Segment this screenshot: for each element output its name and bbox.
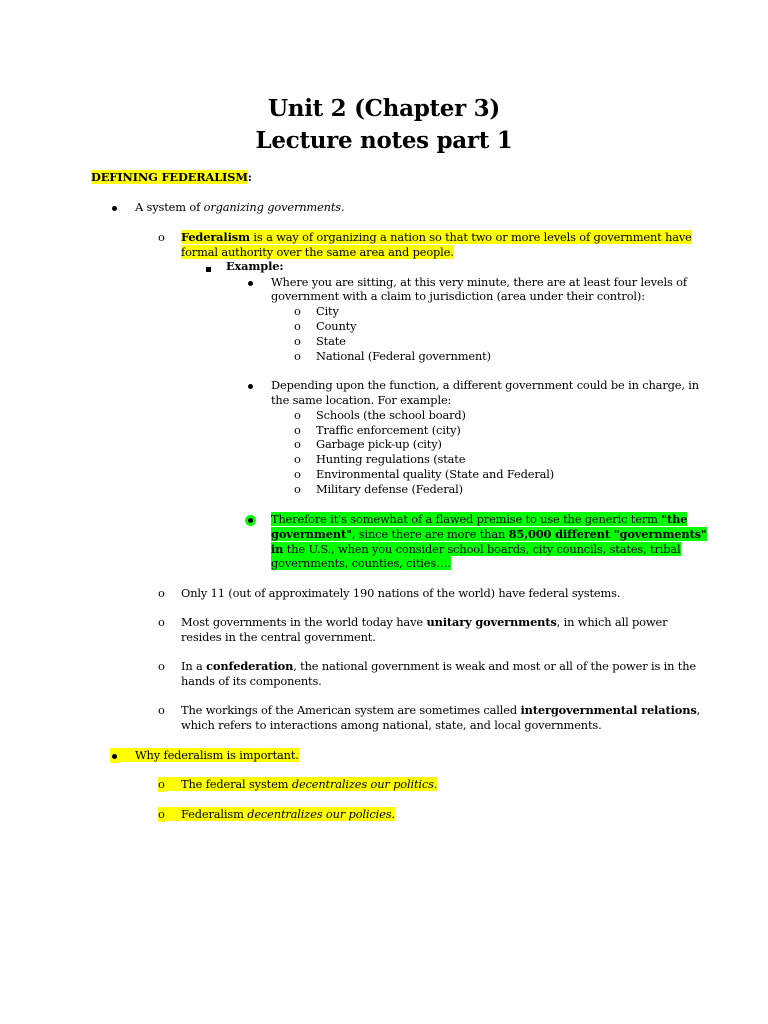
text-span: , in which all power bbox=[556, 615, 668, 629]
circle-marker: o bbox=[158, 615, 165, 629]
list-item: National (Federal government) bbox=[316, 349, 491, 363]
decentralizes-politics bbox=[165, 777, 437, 792]
square-bullet-icon bbox=[206, 261, 211, 276]
federalism-term: Federalism bbox=[181, 230, 250, 244]
text-span: is a way of organizing a nation so that two or more levels of government have bbox=[249, 230, 692, 244]
list-item: State bbox=[316, 334, 346, 348]
emphasis-text: decentralizes our policies. bbox=[247, 807, 395, 821]
text-span: . bbox=[340, 200, 345, 214]
text-span: the U.S., when you consider school boards, city councils, states, tribal bbox=[283, 542, 681, 556]
list-item: Environmental quality (State and Federal) bbox=[316, 467, 555, 481]
circle-marker: o bbox=[294, 452, 301, 466]
unitary-line-2: resides in the central government. bbox=[181, 630, 376, 644]
example-1-line-2: government with a claim to jurisdiction (area under their control): bbox=[271, 289, 645, 303]
text-span: formal authority over the same area and people. bbox=[181, 245, 454, 259]
example-3-line-4 bbox=[271, 556, 451, 571]
list-item: Garbage pick-up (city) bbox=[316, 437, 442, 451]
bold-text: 85,000 different "governments" bbox=[508, 527, 707, 541]
decentralizes-policies bbox=[165, 807, 395, 822]
circle-marker: o bbox=[294, 304, 301, 318]
circle-marker: o bbox=[294, 408, 301, 422]
bullet-icon bbox=[248, 512, 253, 527]
circle-marker: o bbox=[158, 659, 165, 673]
intergovernmental-line-1 bbox=[181, 703, 700, 718]
text-span: governments, counties, cities…. bbox=[271, 556, 451, 570]
intergovernmental-line-2: which refers to interactions among national, state, and local governments. bbox=[181, 718, 602, 732]
example-2-line-1: Depending upon the function, a different government could be in charge, in bbox=[271, 378, 699, 392]
circle-marker: o bbox=[158, 586, 165, 600]
text-span: Example: bbox=[226, 259, 284, 273]
section-heading bbox=[91, 170, 252, 185]
text-span: Therefore it's somewhat of a flawed premise to use the generic term bbox=[271, 512, 662, 526]
list-item: Hunting regulations (state bbox=[316, 452, 466, 466]
text-span: Most governments in the world today have bbox=[181, 615, 427, 629]
confederation-line-1 bbox=[181, 659, 696, 674]
federalism-definition-line-1 bbox=[181, 230, 692, 245]
circle-marker: o bbox=[294, 467, 301, 481]
circle-marker: o bbox=[294, 349, 301, 363]
bold-text: unitary governments bbox=[426, 615, 557, 629]
title-line-2: Lecture notes part 1 bbox=[255, 127, 513, 154]
list-item: Traffic enforcement (city) bbox=[316, 423, 461, 437]
text-span: A system of bbox=[135, 200, 204, 214]
circle-marker: o bbox=[294, 334, 301, 348]
bullet-system-of-organizing bbox=[135, 200, 344, 215]
bullet-icon bbox=[110, 748, 119, 763]
federalism-definition-line-2 bbox=[181, 245, 454, 260]
list-item: Military defense (Federal) bbox=[316, 482, 463, 496]
confederation-line-2: hands of its components. bbox=[181, 674, 322, 688]
bold-text: "the bbox=[661, 512, 688, 526]
text-span: Federalism bbox=[181, 807, 248, 821]
text-span: , the national government is weak and most or all of the power is in the bbox=[293, 659, 697, 673]
title-line-1: Unit 2 (Chapter 3) bbox=[268, 95, 500, 122]
list-item: Schools (the school board) bbox=[316, 408, 466, 422]
text-span: The federal system bbox=[181, 777, 292, 791]
circle-marker: o bbox=[158, 230, 165, 244]
circle-marker: o bbox=[294, 423, 301, 437]
bold-text: government" bbox=[271, 527, 352, 541]
circle-marker: o bbox=[158, 807, 165, 821]
example-3-line-2 bbox=[271, 527, 707, 542]
example-3-line-1 bbox=[271, 512, 687, 527]
list-item: County bbox=[316, 319, 357, 333]
text-span: The workings of the American system are sometimes called bbox=[181, 703, 521, 717]
section-heading-colon: : bbox=[247, 170, 252, 184]
text-span: , since there are more than bbox=[351, 527, 509, 541]
circle-marker: o bbox=[158, 703, 165, 717]
text-span: Why federalism is important. bbox=[119, 748, 299, 762]
bullet-icon bbox=[112, 200, 117, 215]
circle-marker: o bbox=[294, 437, 301, 451]
bold-text: intergovernmental relations bbox=[520, 703, 697, 717]
example-label bbox=[226, 259, 283, 274]
section-heading-text: DEFINING FEDERALISM bbox=[91, 170, 248, 184]
example-3-line-3 bbox=[271, 542, 681, 557]
bold-text: confederation bbox=[206, 659, 294, 673]
example-1-line-1: Where you are sitting, at this very minute, there are at least four levels of bbox=[271, 275, 687, 289]
text-span: In a bbox=[181, 659, 207, 673]
example-2-line-2: the same location. For example: bbox=[271, 393, 452, 407]
text-span: , bbox=[696, 703, 701, 717]
unitary-line-1 bbox=[181, 615, 667, 630]
circle-marker: o bbox=[158, 777, 165, 791]
why-federalism-important bbox=[119, 748, 299, 763]
bold-text: in bbox=[271, 542, 284, 556]
emphasis-text: decentralizes our politics. bbox=[291, 777, 438, 791]
list-item: City bbox=[316, 304, 339, 318]
circle-marker: o bbox=[294, 482, 301, 496]
bullet-icon bbox=[248, 378, 253, 393]
only-11-nations: Only 11 (out of approximately 190 nations of the world) have federal systems. bbox=[181, 586, 621, 600]
bullet-icon bbox=[248, 275, 253, 290]
circle-marker: o bbox=[294, 319, 301, 333]
emphasis-text: organizing governments bbox=[203, 200, 341, 214]
